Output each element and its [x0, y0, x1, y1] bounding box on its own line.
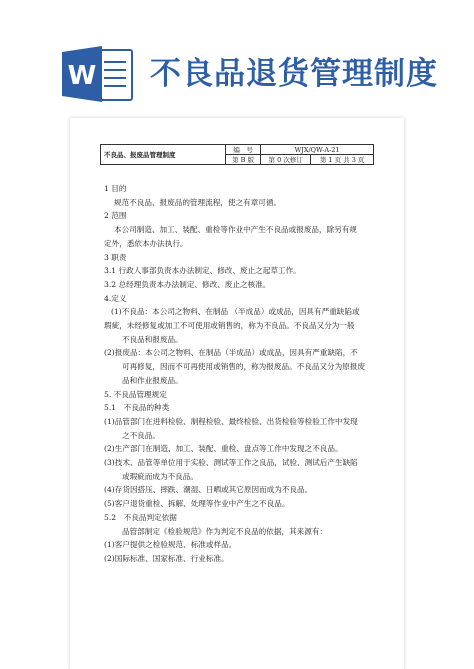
doc-name-cell: 不良品、报废品管理制度: [101, 145, 226, 165]
paragraph-line: (2)报废品：本公司之物料、在制品（半成品）或成品，因具有严重缺陷，不: [104, 348, 358, 358]
section-heading: 2 范围: [104, 211, 127, 221]
paragraph-line: 或瑕疵而成为不良品。: [122, 471, 198, 481]
paragraph-line: (1)不良品：本公司之物料、在制品 （半成品）或成品，因具有严重缺陷或: [111, 307, 360, 317]
paragraph-line: 品和作业报废品。: [122, 375, 183, 385]
paragraph-line: 3.2 总经理负责本办法制定、修改、废止之核准。: [104, 279, 271, 289]
document-title: 不良品退货管理制度: [150, 56, 438, 92]
header-banner: [0, 0, 474, 110]
paragraph-line: (5)客户退货重检、拆解、处理等作业中产生之不良品。: [104, 499, 290, 509]
subsection-heading: 5.1 不良品的种类: [104, 403, 170, 413]
paragraph-line: 规范不良品、报废品的管理流程，使之有章可循。: [114, 197, 282, 207]
paragraph-line: 品管部制定《检验规范》作为判定不良品的依据，其来源有：: [122, 526, 328, 536]
paragraph-line: 之不良品。: [122, 430, 160, 440]
paragraph-line: (2)生产部门在制造、加工、装配、重检、盘点等工作中发现之不良品。: [104, 444, 343, 454]
code-value-cell: WJX/QW-A-21: [261, 145, 374, 155]
paragraph-line: 不良品和报废品。: [122, 334, 183, 344]
section-heading: 4.定义: [104, 293, 127, 303]
edition-cell: 第 B 版: [226, 155, 261, 165]
code-label-cell: 编 号: [226, 145, 261, 155]
section-heading: 1 目的: [104, 184, 127, 193]
paragraph-line: 3.1 行政人事部负责本办法制定、修改、废止之起草工作。: [104, 266, 301, 276]
paragraph-line: 瑕疵，未经修复或加工不可使用或销售的，称为不良品。不良品又分为一般: [104, 321, 355, 331]
word-doc-icon: [62, 44, 134, 104]
revision-cell: 第 0 次修订: [261, 155, 311, 165]
subsection-heading: 5.2 不良品判定依据: [104, 512, 177, 522]
paragraph-line: (4)存货因搭压、摔跌、潮湿、日晒或其它原因而成为不良品。: [104, 485, 313, 495]
page-cell: 第 1 页 共 3 页: [311, 155, 374, 165]
document-header-table: [100, 144, 374, 165]
word-icon-letter: W: [67, 61, 97, 91]
paragraph-line: (3)技术、品管等单位用于实验、测试等工作之良品，试验、测试后产生缺陷: [104, 458, 358, 468]
paragraph-line: 可再修复，因而不可再使用或销售的，称为报废品。不良品又分为原报废: [122, 362, 365, 372]
paragraph-line: 本公司制造、加工、装配、重检等作业中产生不良品或报废品，除另有规: [114, 225, 357, 235]
paragraph-line: 定外，悉依本办法执行。: [104, 238, 188, 248]
section-heading: 5. 不良品管理规定: [104, 389, 167, 399]
paragraph-line: (2)国际标准、国家标准、行业标准。: [104, 553, 229, 563]
document-body: [104, 182, 366, 566]
section-heading: 3 职责: [104, 252, 127, 262]
document-page: [70, 118, 404, 669]
paragraph-line: (1)品管部门在进料检验、制程检验、最终检验、出货检验等检验工作中发现: [104, 416, 358, 426]
paragraph-line: (1)客户提供之检验规范、标准或样品。: [104, 540, 237, 550]
